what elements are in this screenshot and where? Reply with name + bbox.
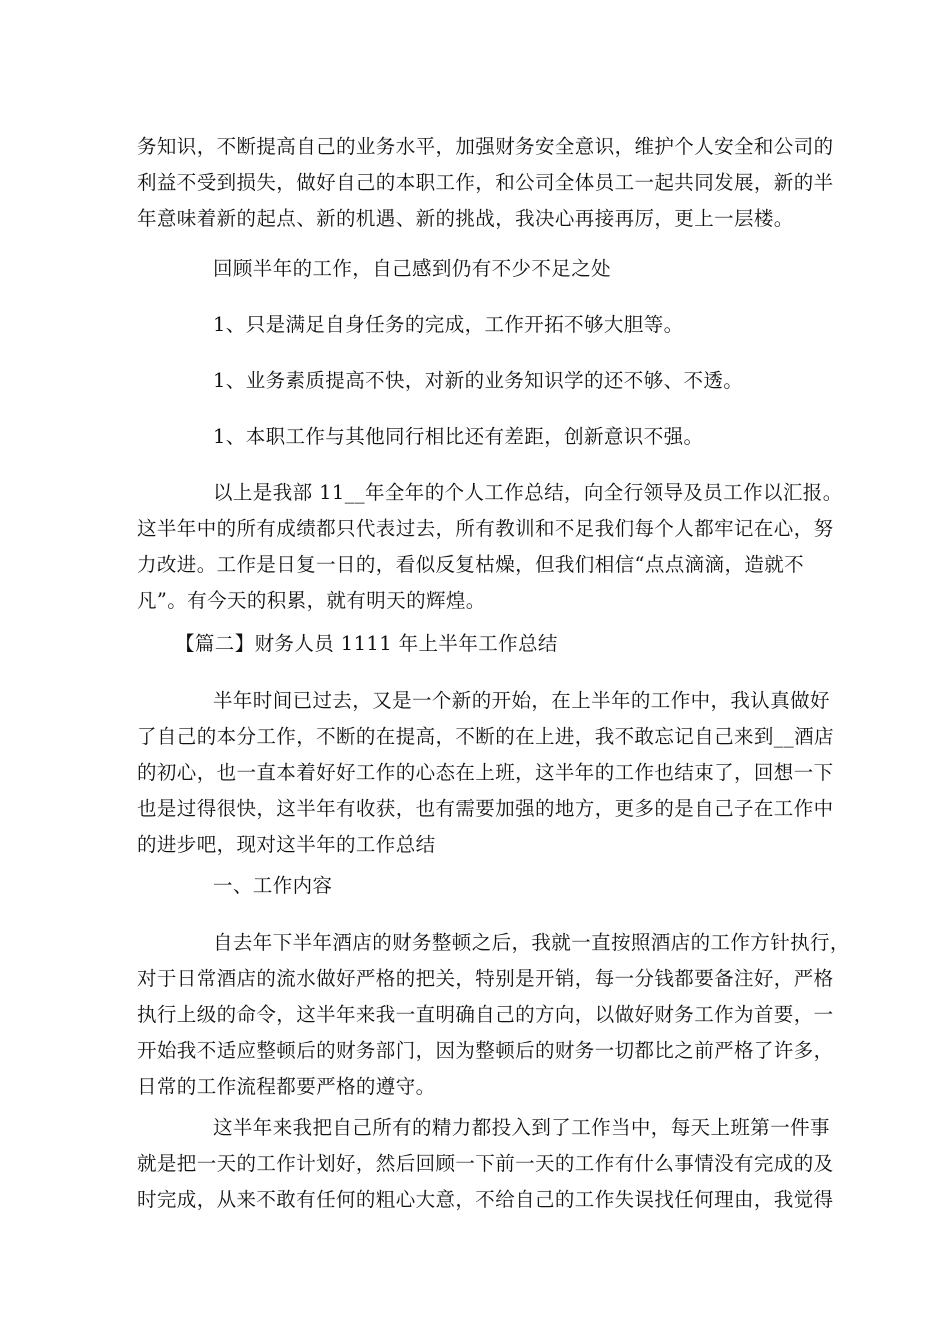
paragraph-work-content <box>137 925 850 1105</box>
text-line: 自去年下半年酒店的财务整顿之后，我就一直按照酒店的工作方针执行， <box>213 931 850 954</box>
text-line: 也是过得很快，这半年有收获，也有需要加强的地方，更多的是自己子在工作中 <box>137 797 834 820</box>
text-line: 年意味着新的起点、新的机遇、新的挑战，我决心再接再厉，更上一层楼。 <box>137 207 794 230</box>
text-line: 1、业务素质提高不快，对新的业务知识学的还不够、不透。 <box>213 369 744 392</box>
text-line: 执行上级的命令，这半年来我一直明确自己的方向，以做好财务工作为首要，一 <box>137 1003 834 1026</box>
paragraph-continuation <box>137 129 834 237</box>
text-line: 的初心，也一直本着好好工作的心态在上班，这半年的工作也结束了，回想一下 <box>137 761 834 784</box>
text-line: 利益不受到损失，做好自己的本职工作，和公司全体员工一起共同发展，新的半 <box>137 171 834 194</box>
section-title <box>137 626 558 662</box>
text-line: 以上是我部 11__年全年的个人工作总结，向全行领导及员工作以汇报。 <box>213 481 843 504</box>
text-line: 这半年中的所有成绩都只代表过去，所有教训和不足我们每个人都牢记在心，努 <box>137 517 834 540</box>
text-line: 务知识，不断提高自己的业务水平，加强财务安全意识，维护个人安全和公司的 <box>137 135 834 158</box>
text-line: 1、本职工作与其他同行相比还有差距，创新意识不强。 <box>213 425 704 448</box>
text-line: 这半年来我把自己所有的精力都投入到了工作当中，每天上班第一件事 <box>213 1116 830 1139</box>
text-line: 的进步吧，现对这半年的工作总结 <box>137 833 436 856</box>
list-item <box>137 419 703 455</box>
subsection-heading <box>137 868 332 904</box>
text-line: 半年时间已过去，又是一个新的开始，在上半年的工作中，我认真做好 <box>213 689 830 712</box>
list-item <box>137 307 684 343</box>
paragraph-effort <box>137 1110 834 1218</box>
text-line: 1、只是满足自身任务的完成，工作开拓不够大胆等。 <box>213 313 684 336</box>
text-line: 对于日常酒店的流水做好严格的把关，特别是开销，每一分钱都要备注好，严格 <box>137 967 834 990</box>
paragraph-intro <box>137 683 834 863</box>
text-line: 开始我不适应整顿后的财务部门，因为整顿后的财务一切都比之前严格了许多， <box>137 1039 834 1062</box>
paragraph-conclusion <box>137 475 843 619</box>
text-line: 就是把一天的工作计划好，然后回顾一下前一天的工作有什么事情没有完成的及 <box>137 1152 834 1175</box>
text-line: 一、工作内容 <box>213 874 333 897</box>
text-line: 【篇二】财务人员 1111 年上半年工作总结 <box>175 632 558 655</box>
paragraph-review-intro <box>137 251 611 287</box>
text-line: 时完成，从来不敢有任何的粗心大意，不给自己的工作失误找任何理由，我觉得 <box>137 1188 834 1211</box>
text-line: 凡”。有今天的积累，就有明天的辉煌。 <box>137 589 486 612</box>
text-line: 日常的工作流程都要严格的遵守。 <box>137 1075 436 1098</box>
text-line: 力改进。工作是日复一日的，看似反复枯燥，但我们相信“点点滴滴，造就不 <box>137 553 805 576</box>
list-item <box>137 363 743 399</box>
text-line: 回顾半年的工作，自己感到仍有不少不足之处 <box>213 257 612 280</box>
text-line: 了自己的本分工作，不断的在提高，不断的在上进，我不敢忘记自己来到__酒店 <box>137 725 834 748</box>
